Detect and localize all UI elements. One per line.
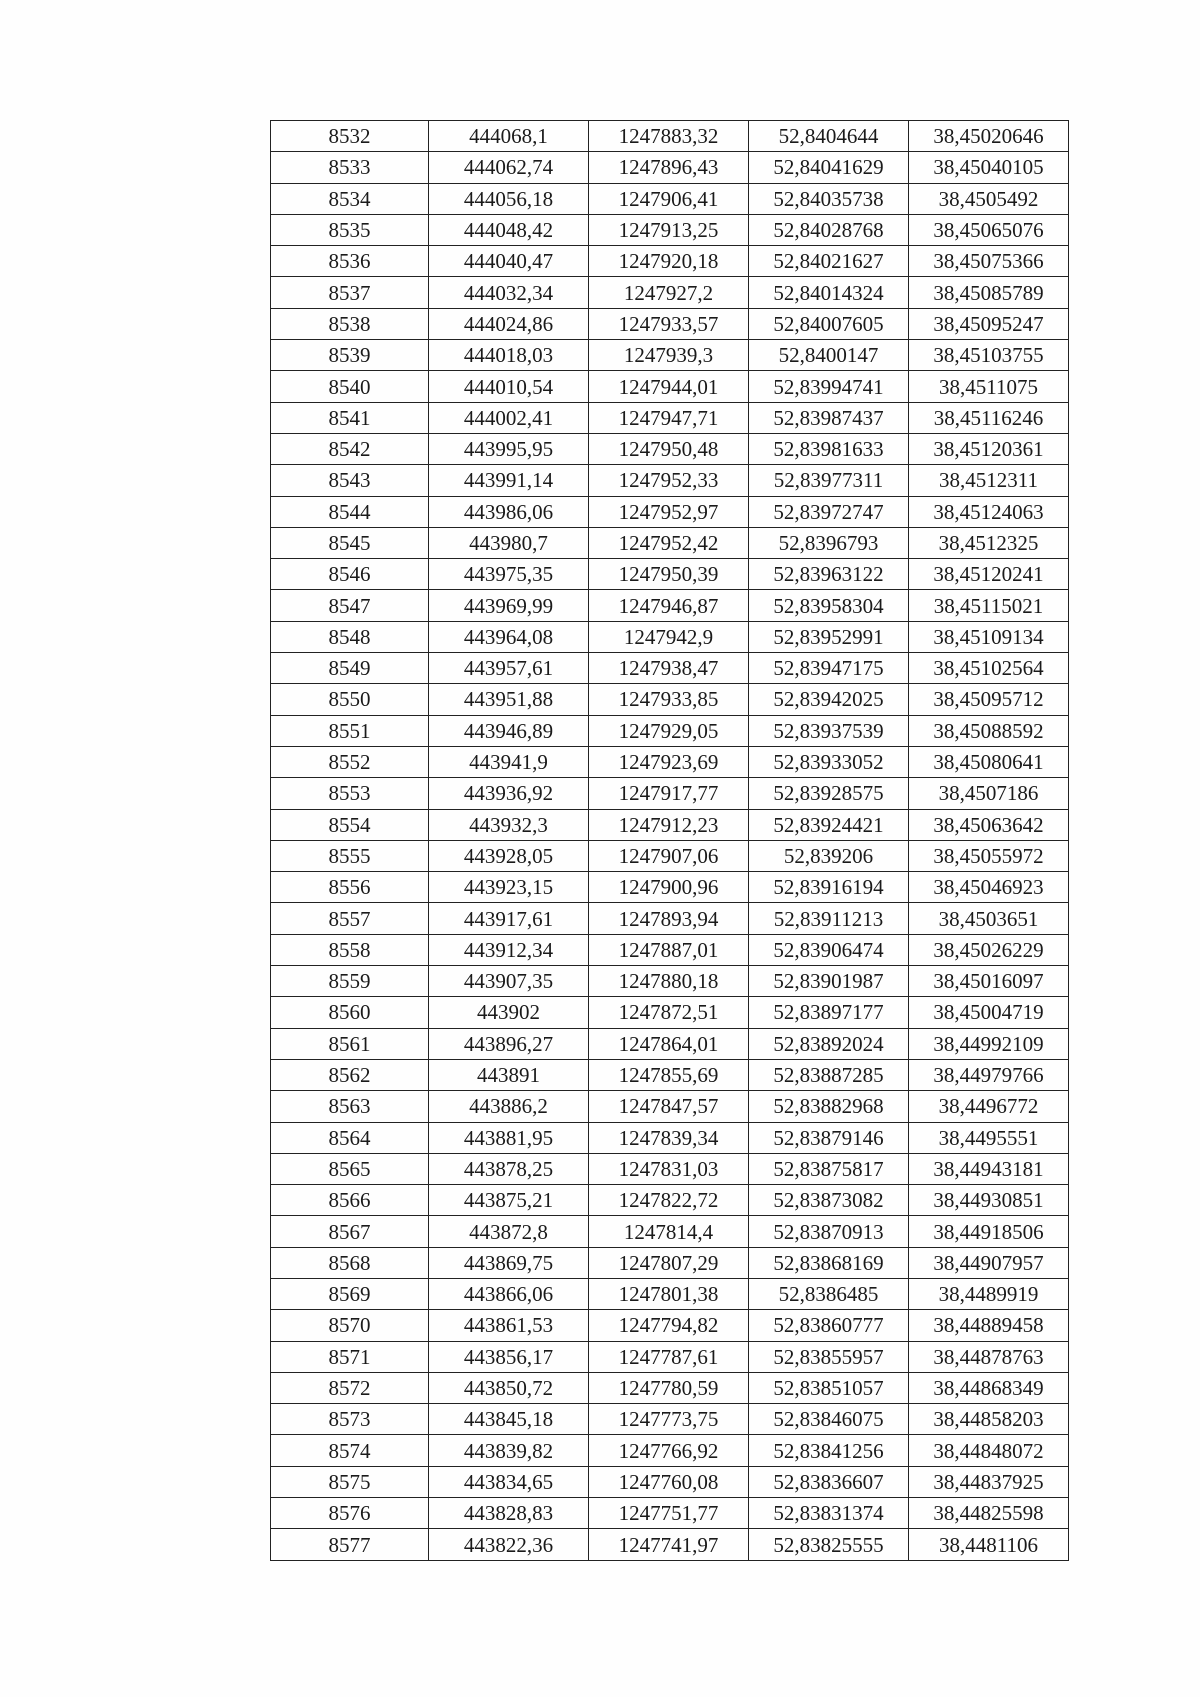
point-number-cell: 8546 — [271, 559, 429, 590]
longitude-cell: 38,44930851 — [909, 1185, 1069, 1216]
table-row — [271, 1028, 1069, 1059]
longitude-cell: 38,45063642 — [909, 809, 1069, 840]
table-row — [271, 496, 1069, 527]
y-coordinate-cell: 1247933,57 — [589, 308, 749, 339]
x-coordinate-cell: 443891 — [429, 1059, 589, 1090]
x-coordinate-cell: 444040,47 — [429, 246, 589, 277]
x-coordinate-cell: 443986,06 — [429, 496, 589, 527]
latitude-cell: 52,83887285 — [749, 1059, 909, 1090]
point-number-cell: 8548 — [271, 621, 429, 652]
longitude-cell: 38,4503651 — [909, 903, 1069, 934]
latitude-cell: 52,83892024 — [749, 1028, 909, 1059]
longitude-cell: 38,44837925 — [909, 1466, 1069, 1497]
table-row — [271, 1372, 1069, 1403]
latitude-cell: 52,8400147 — [749, 340, 909, 371]
latitude-cell: 52,84021627 — [749, 246, 909, 277]
table-row — [271, 746, 1069, 777]
longitude-cell: 38,4512311 — [909, 465, 1069, 496]
table-row — [271, 653, 1069, 684]
longitude-cell: 38,45115021 — [909, 590, 1069, 621]
x-coordinate-cell: 443834,65 — [429, 1466, 589, 1497]
point-number-cell: 8564 — [271, 1122, 429, 1153]
y-coordinate-cell: 1247883,32 — [589, 121, 749, 152]
y-coordinate-cell: 1247801,38 — [589, 1278, 749, 1309]
x-coordinate-cell: 443980,7 — [429, 527, 589, 558]
y-coordinate-cell: 1247939,3 — [589, 340, 749, 371]
y-coordinate-cell: 1247942,9 — [589, 621, 749, 652]
longitude-cell: 38,4495551 — [909, 1122, 1069, 1153]
latitude-cell: 52,83972747 — [749, 496, 909, 527]
point-number-cell: 8576 — [271, 1498, 429, 1529]
table-row — [271, 1247, 1069, 1278]
latitude-cell: 52,83841256 — [749, 1435, 909, 1466]
latitude-cell: 52,83958304 — [749, 590, 909, 621]
longitude-cell: 38,45065076 — [909, 214, 1069, 245]
x-coordinate-cell: 443928,05 — [429, 840, 589, 871]
x-coordinate-cell: 443936,92 — [429, 778, 589, 809]
latitude-cell: 52,83851057 — [749, 1372, 909, 1403]
x-coordinate-cell: 443850,72 — [429, 1372, 589, 1403]
point-number-cell: 8556 — [271, 872, 429, 903]
table-row — [271, 778, 1069, 809]
latitude-cell: 52,83831374 — [749, 1498, 909, 1529]
longitude-cell: 38,4507186 — [909, 778, 1069, 809]
latitude-cell: 52,83937539 — [749, 715, 909, 746]
y-coordinate-cell: 1247927,2 — [589, 277, 749, 308]
y-coordinate-cell: 1247906,41 — [589, 183, 749, 214]
x-coordinate-cell: 443845,18 — [429, 1404, 589, 1435]
longitude-cell: 38,45124063 — [909, 496, 1069, 527]
longitude-cell: 38,4505492 — [909, 183, 1069, 214]
point-number-cell: 8568 — [271, 1247, 429, 1278]
y-coordinate-cell: 1247872,51 — [589, 997, 749, 1028]
y-coordinate-cell: 1247900,96 — [589, 872, 749, 903]
point-number-cell: 8574 — [271, 1435, 429, 1466]
x-coordinate-cell: 444018,03 — [429, 340, 589, 371]
y-coordinate-cell: 1247887,01 — [589, 934, 749, 965]
x-coordinate-cell: 443923,15 — [429, 872, 589, 903]
x-coordinate-cell: 443878,25 — [429, 1153, 589, 1184]
x-coordinate-cell: 443869,75 — [429, 1247, 589, 1278]
y-coordinate-cell: 1247950,48 — [589, 433, 749, 464]
x-coordinate-cell: 444010,54 — [429, 371, 589, 402]
point-number-cell: 8555 — [271, 840, 429, 871]
table-row — [271, 1435, 1069, 1466]
point-number-cell: 8539 — [271, 340, 429, 371]
latitude-cell: 52,83987437 — [749, 402, 909, 433]
coordinates-table — [270, 120, 1069, 1561]
table-row — [271, 1122, 1069, 1153]
longitude-cell: 38,45055972 — [909, 840, 1069, 871]
point-number-cell: 8557 — [271, 903, 429, 934]
latitude-cell: 52,83868169 — [749, 1247, 909, 1278]
longitude-cell: 38,44889458 — [909, 1310, 1069, 1341]
point-number-cell: 8533 — [271, 152, 429, 183]
table-row — [271, 559, 1069, 590]
point-number-cell: 8544 — [271, 496, 429, 527]
longitude-cell: 38,45046923 — [909, 872, 1069, 903]
longitude-cell: 38,44858203 — [909, 1404, 1069, 1435]
longitude-cell: 38,45102564 — [909, 653, 1069, 684]
point-number-cell: 8553 — [271, 778, 429, 809]
table-row — [271, 1185, 1069, 1216]
table-row — [271, 246, 1069, 277]
table-row — [271, 1310, 1069, 1341]
y-coordinate-cell: 1247920,18 — [589, 246, 749, 277]
table-row — [271, 402, 1069, 433]
longitude-cell: 38,44868349 — [909, 1372, 1069, 1403]
x-coordinate-cell: 443932,3 — [429, 809, 589, 840]
table-row — [271, 1216, 1069, 1247]
latitude-cell: 52,839206 — [749, 840, 909, 871]
longitude-cell: 38,45040105 — [909, 152, 1069, 183]
table-row — [271, 621, 1069, 652]
y-coordinate-cell: 1247741,97 — [589, 1529, 749, 1560]
latitude-cell: 52,83873082 — [749, 1185, 909, 1216]
x-coordinate-cell: 443861,53 — [429, 1310, 589, 1341]
x-coordinate-cell: 443875,21 — [429, 1185, 589, 1216]
table-row — [271, 277, 1069, 308]
table-row — [271, 465, 1069, 496]
point-number-cell: 8577 — [271, 1529, 429, 1560]
latitude-cell: 52,84014324 — [749, 277, 909, 308]
y-coordinate-cell: 1247896,43 — [589, 152, 749, 183]
y-coordinate-cell: 1247913,25 — [589, 214, 749, 245]
y-coordinate-cell: 1247831,03 — [589, 1153, 749, 1184]
latitude-cell: 52,83897177 — [749, 997, 909, 1028]
table-row — [271, 1529, 1069, 1560]
point-number-cell: 8532 — [271, 121, 429, 152]
point-number-cell: 8569 — [271, 1278, 429, 1309]
table-row — [271, 684, 1069, 715]
longitude-cell: 38,45080641 — [909, 746, 1069, 777]
table-row — [271, 433, 1069, 464]
table-row — [271, 1278, 1069, 1309]
y-coordinate-cell: 1247938,47 — [589, 653, 749, 684]
point-number-cell: 8561 — [271, 1028, 429, 1059]
latitude-cell: 52,83947175 — [749, 653, 909, 684]
latitude-cell: 52,83836607 — [749, 1466, 909, 1497]
x-coordinate-cell: 443896,27 — [429, 1028, 589, 1059]
point-number-cell: 8542 — [271, 433, 429, 464]
table-row — [271, 1466, 1069, 1497]
point-number-cell: 8536 — [271, 246, 429, 277]
y-coordinate-cell: 1247787,61 — [589, 1341, 749, 1372]
point-number-cell: 8543 — [271, 465, 429, 496]
y-coordinate-cell: 1247807,29 — [589, 1247, 749, 1278]
latitude-cell: 52,83942025 — [749, 684, 909, 715]
longitude-cell: 38,45020646 — [909, 121, 1069, 152]
table-row — [271, 903, 1069, 934]
x-coordinate-cell: 443941,9 — [429, 746, 589, 777]
x-coordinate-cell: 444032,34 — [429, 277, 589, 308]
point-number-cell: 8572 — [271, 1372, 429, 1403]
x-coordinate-cell: 443902 — [429, 997, 589, 1028]
point-number-cell: 8560 — [271, 997, 429, 1028]
table-row — [271, 715, 1069, 746]
longitude-cell: 38,45026229 — [909, 934, 1069, 965]
x-coordinate-cell: 444056,18 — [429, 183, 589, 214]
y-coordinate-cell: 1247766,92 — [589, 1435, 749, 1466]
latitude-cell: 52,8386485 — [749, 1278, 909, 1309]
y-coordinate-cell: 1247952,33 — [589, 465, 749, 496]
y-coordinate-cell: 1247773,75 — [589, 1404, 749, 1435]
longitude-cell: 38,45085789 — [909, 277, 1069, 308]
longitude-cell: 38,45116246 — [909, 402, 1069, 433]
point-number-cell: 8550 — [271, 684, 429, 715]
y-coordinate-cell: 1247847,57 — [589, 1091, 749, 1122]
longitude-cell: 38,4481106 — [909, 1529, 1069, 1560]
y-coordinate-cell: 1247933,85 — [589, 684, 749, 715]
latitude-cell: 52,83860777 — [749, 1310, 909, 1341]
point-number-cell: 8537 — [271, 277, 429, 308]
y-coordinate-cell: 1247751,77 — [589, 1498, 749, 1529]
longitude-cell: 38,45095247 — [909, 308, 1069, 339]
point-number-cell: 8575 — [271, 1466, 429, 1497]
longitude-cell: 38,45103755 — [909, 340, 1069, 371]
y-coordinate-cell: 1247864,01 — [589, 1028, 749, 1059]
latitude-cell: 52,84007605 — [749, 308, 909, 339]
y-coordinate-cell: 1247907,06 — [589, 840, 749, 871]
y-coordinate-cell: 1247760,08 — [589, 1466, 749, 1497]
longitude-cell: 38,45088592 — [909, 715, 1069, 746]
latitude-cell: 52,8404644 — [749, 121, 909, 152]
x-coordinate-cell: 443951,88 — [429, 684, 589, 715]
longitude-cell: 38,45016097 — [909, 966, 1069, 997]
y-coordinate-cell: 1247814,4 — [589, 1216, 749, 1247]
longitude-cell: 38,44825598 — [909, 1498, 1069, 1529]
x-coordinate-cell: 444024,86 — [429, 308, 589, 339]
x-coordinate-cell: 444062,74 — [429, 152, 589, 183]
longitude-cell: 38,45004719 — [909, 997, 1069, 1028]
x-coordinate-cell: 443969,99 — [429, 590, 589, 621]
table-row — [271, 966, 1069, 997]
point-number-cell: 8570 — [271, 1310, 429, 1341]
y-coordinate-cell: 1247929,05 — [589, 715, 749, 746]
x-coordinate-cell: 443907,35 — [429, 966, 589, 997]
table-row — [271, 1091, 1069, 1122]
point-number-cell: 8549 — [271, 653, 429, 684]
point-number-cell: 8538 — [271, 308, 429, 339]
table-row — [271, 527, 1069, 558]
latitude-cell: 52,83855957 — [749, 1341, 909, 1372]
x-coordinate-cell: 443946,89 — [429, 715, 589, 746]
x-coordinate-cell: 443995,95 — [429, 433, 589, 464]
x-coordinate-cell: 443828,83 — [429, 1498, 589, 1529]
y-coordinate-cell: 1247893,94 — [589, 903, 749, 934]
table-row — [271, 997, 1069, 1028]
latitude-cell: 52,8396793 — [749, 527, 909, 558]
table-row — [271, 214, 1069, 245]
point-number-cell: 8565 — [271, 1153, 429, 1184]
y-coordinate-cell: 1247923,69 — [589, 746, 749, 777]
table-row — [271, 1153, 1069, 1184]
table-row — [271, 934, 1069, 965]
x-coordinate-cell: 443975,35 — [429, 559, 589, 590]
table-row — [271, 809, 1069, 840]
point-number-cell: 8559 — [271, 966, 429, 997]
latitude-cell: 52,83963122 — [749, 559, 909, 590]
longitude-cell: 38,4512325 — [909, 527, 1069, 558]
y-coordinate-cell: 1247880,18 — [589, 966, 749, 997]
y-coordinate-cell: 1247822,72 — [589, 1185, 749, 1216]
y-coordinate-cell: 1247944,01 — [589, 371, 749, 402]
table-row — [271, 872, 1069, 903]
latitude-cell: 52,83928575 — [749, 778, 909, 809]
x-coordinate-cell: 443872,8 — [429, 1216, 589, 1247]
table-row — [271, 840, 1069, 871]
y-coordinate-cell: 1247952,42 — [589, 527, 749, 558]
y-coordinate-cell: 1247839,34 — [589, 1122, 749, 1153]
longitude-cell: 38,4496772 — [909, 1091, 1069, 1122]
table-row — [271, 308, 1069, 339]
point-number-cell: 8551 — [271, 715, 429, 746]
point-number-cell: 8567 — [271, 1216, 429, 1247]
longitude-cell: 38,4489919 — [909, 1278, 1069, 1309]
latitude-cell: 52,83906474 — [749, 934, 909, 965]
longitude-cell: 38,45095712 — [909, 684, 1069, 715]
table-row — [271, 371, 1069, 402]
latitude-cell: 52,84035738 — [749, 183, 909, 214]
latitude-cell: 52,83933052 — [749, 746, 909, 777]
longitude-cell: 38,45120361 — [909, 433, 1069, 464]
x-coordinate-cell: 443957,61 — [429, 653, 589, 684]
x-coordinate-cell: 443917,61 — [429, 903, 589, 934]
latitude-cell: 52,83952991 — [749, 621, 909, 652]
x-coordinate-cell: 443839,82 — [429, 1435, 589, 1466]
point-number-cell: 8573 — [271, 1404, 429, 1435]
point-number-cell: 8552 — [271, 746, 429, 777]
point-number-cell: 8535 — [271, 214, 429, 245]
latitude-cell: 52,83882968 — [749, 1091, 909, 1122]
table-row — [271, 1498, 1069, 1529]
latitude-cell: 52,84028768 — [749, 214, 909, 245]
longitude-cell: 38,44918506 — [909, 1216, 1069, 1247]
x-coordinate-cell: 444002,41 — [429, 402, 589, 433]
latitude-cell: 52,83901987 — [749, 966, 909, 997]
x-coordinate-cell: 444048,42 — [429, 214, 589, 245]
y-coordinate-cell: 1247950,39 — [589, 559, 749, 590]
y-coordinate-cell: 1247952,97 — [589, 496, 749, 527]
coordinates-table-body — [271, 121, 1069, 1561]
point-number-cell: 8547 — [271, 590, 429, 621]
point-number-cell: 8540 — [271, 371, 429, 402]
longitude-cell: 38,45120241 — [909, 559, 1069, 590]
table-row — [271, 121, 1069, 152]
latitude-cell: 52,83825555 — [749, 1529, 909, 1560]
point-number-cell: 8563 — [271, 1091, 429, 1122]
latitude-cell: 52,84041629 — [749, 152, 909, 183]
table-row — [271, 340, 1069, 371]
y-coordinate-cell: 1247917,77 — [589, 778, 749, 809]
longitude-cell: 38,45075366 — [909, 246, 1069, 277]
y-coordinate-cell: 1247946,87 — [589, 590, 749, 621]
table-row — [271, 152, 1069, 183]
x-coordinate-cell: 443881,95 — [429, 1122, 589, 1153]
x-coordinate-cell: 443822,36 — [429, 1529, 589, 1560]
longitude-cell: 38,44878763 — [909, 1341, 1069, 1372]
point-number-cell: 8558 — [271, 934, 429, 965]
longitude-cell: 38,44848072 — [909, 1435, 1069, 1466]
latitude-cell: 52,83994741 — [749, 371, 909, 402]
table-row — [271, 1059, 1069, 1090]
latitude-cell: 52,83977311 — [749, 465, 909, 496]
x-coordinate-cell: 443856,17 — [429, 1341, 589, 1372]
latitude-cell: 52,83879146 — [749, 1122, 909, 1153]
point-number-cell: 8541 — [271, 402, 429, 433]
y-coordinate-cell: 1247794,82 — [589, 1310, 749, 1341]
table-row — [271, 183, 1069, 214]
longitude-cell: 38,44979766 — [909, 1059, 1069, 1090]
longitude-cell: 38,4511075 — [909, 371, 1069, 402]
table-row — [271, 1404, 1069, 1435]
point-number-cell: 8545 — [271, 527, 429, 558]
x-coordinate-cell: 444068,1 — [429, 121, 589, 152]
y-coordinate-cell: 1247855,69 — [589, 1059, 749, 1090]
longitude-cell: 38,45109134 — [909, 621, 1069, 652]
latitude-cell: 52,83870913 — [749, 1216, 909, 1247]
point-number-cell: 8562 — [271, 1059, 429, 1090]
point-number-cell: 8566 — [271, 1185, 429, 1216]
table-row — [271, 590, 1069, 621]
point-number-cell: 8534 — [271, 183, 429, 214]
x-coordinate-cell: 443964,08 — [429, 621, 589, 652]
latitude-cell: 52,83916194 — [749, 872, 909, 903]
table-row — [271, 1341, 1069, 1372]
latitude-cell: 52,83924421 — [749, 809, 909, 840]
longitude-cell: 38,44907957 — [909, 1247, 1069, 1278]
point-number-cell: 8554 — [271, 809, 429, 840]
x-coordinate-cell: 443866,06 — [429, 1278, 589, 1309]
longitude-cell: 38,44943181 — [909, 1153, 1069, 1184]
y-coordinate-cell: 1247780,59 — [589, 1372, 749, 1403]
latitude-cell: 52,83875817 — [749, 1153, 909, 1184]
latitude-cell: 52,83846075 — [749, 1404, 909, 1435]
point-number-cell: 8571 — [271, 1341, 429, 1372]
x-coordinate-cell: 443912,34 — [429, 934, 589, 965]
x-coordinate-cell: 443991,14 — [429, 465, 589, 496]
latitude-cell: 52,83981633 — [749, 433, 909, 464]
latitude-cell: 52,83911213 — [749, 903, 909, 934]
y-coordinate-cell: 1247947,71 — [589, 402, 749, 433]
x-coordinate-cell: 443886,2 — [429, 1091, 589, 1122]
longitude-cell: 38,44992109 — [909, 1028, 1069, 1059]
y-coordinate-cell: 1247912,23 — [589, 809, 749, 840]
